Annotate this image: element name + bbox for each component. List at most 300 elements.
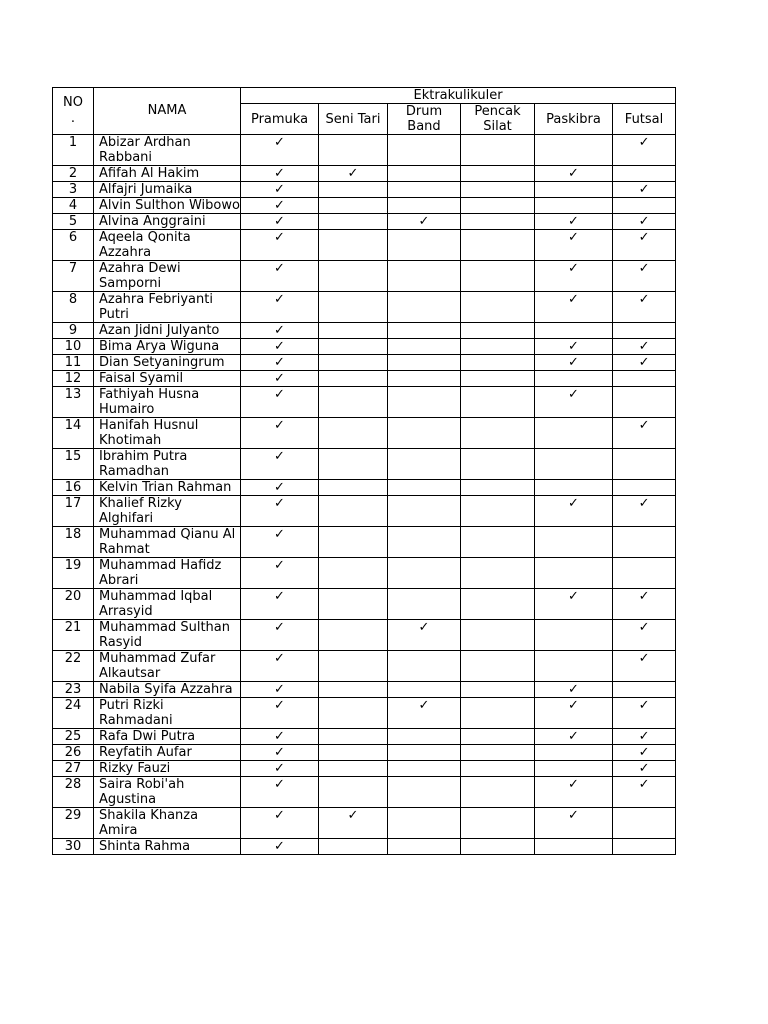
mark-cell-paskibra bbox=[535, 777, 613, 808]
mark-cell-futsal bbox=[613, 449, 676, 480]
mark-cell-drum-band bbox=[388, 777, 461, 808]
table-row bbox=[53, 808, 676, 839]
mark-cell-futsal bbox=[613, 729, 676, 745]
row-number: 6 bbox=[53, 230, 94, 261]
mark-cell-futsal bbox=[613, 261, 676, 292]
mark-cell-pramuka bbox=[241, 339, 319, 355]
check-icon: ✓ bbox=[274, 198, 285, 213]
row-number: 13 bbox=[53, 387, 94, 418]
mark-cell-paskibra bbox=[535, 651, 613, 682]
mark-cell-seni-tari bbox=[319, 729, 388, 745]
row-number: 25 bbox=[53, 729, 94, 745]
mark-cell-pramuka bbox=[241, 230, 319, 261]
mark-cell-seni-tari bbox=[319, 651, 388, 682]
check-icon: ✓ bbox=[418, 620, 430, 635]
student-name: Muhammad Qianu Al Rahmat bbox=[94, 527, 241, 558]
mark-cell-paskibra bbox=[535, 527, 613, 558]
check-icon: ✓ bbox=[638, 761, 650, 776]
check-icon: ✓ bbox=[347, 166, 359, 181]
header-ektrakulikuler: Ektrakulikuler bbox=[241, 88, 676, 104]
mark-cell-pramuka bbox=[241, 682, 319, 698]
check-icon: ✓ bbox=[274, 589, 285, 604]
row-number: 5 bbox=[53, 214, 94, 230]
table-row bbox=[53, 166, 676, 182]
mark-cell-drum-band bbox=[388, 135, 461, 166]
mark-cell-paskibra bbox=[535, 166, 613, 182]
mark-cell-pencak-silat bbox=[461, 261, 535, 292]
mark-cell-pencak-silat bbox=[461, 230, 535, 261]
mark-cell-pramuka bbox=[241, 729, 319, 745]
header-activity-futsal: Futsal bbox=[613, 104, 676, 135]
mark-cell-paskibra bbox=[535, 558, 613, 589]
mark-cell-drum-band bbox=[388, 620, 461, 651]
mark-cell-futsal bbox=[613, 339, 676, 355]
mark-cell-paskibra bbox=[535, 839, 613, 855]
mark-cell-pencak-silat bbox=[461, 135, 535, 166]
table-row bbox=[53, 387, 676, 418]
check-icon: ✓ bbox=[274, 496, 285, 511]
check-icon: ✓ bbox=[274, 355, 285, 370]
row-number: 7 bbox=[53, 261, 94, 292]
mark-cell-seni-tari bbox=[319, 761, 388, 777]
mark-cell-pramuka bbox=[241, 371, 319, 387]
check-icon: ✓ bbox=[568, 339, 579, 354]
mark-cell-futsal bbox=[613, 292, 676, 323]
mark-cell-pencak-silat bbox=[461, 182, 535, 198]
mark-cell-pencak-silat bbox=[461, 480, 535, 496]
mark-cell-seni-tari bbox=[319, 230, 388, 261]
mark-cell-drum-band bbox=[388, 261, 461, 292]
mark-cell-seni-tari bbox=[319, 745, 388, 761]
table-row bbox=[53, 839, 676, 855]
mark-cell-pencak-silat bbox=[461, 323, 535, 339]
mark-cell-drum-band bbox=[388, 558, 461, 589]
mark-cell-drum-band bbox=[388, 339, 461, 355]
mark-cell-drum-band bbox=[388, 230, 461, 261]
mark-cell-futsal bbox=[613, 745, 676, 761]
check-icon: ✓ bbox=[638, 620, 650, 635]
row-number: 23 bbox=[53, 682, 94, 698]
mark-cell-paskibra bbox=[535, 323, 613, 339]
header-no: NO . bbox=[53, 88, 94, 135]
mark-cell-pramuka bbox=[241, 761, 319, 777]
mark-cell-pramuka bbox=[241, 418, 319, 449]
check-icon: ✓ bbox=[638, 339, 650, 354]
row-number: 15 bbox=[53, 449, 94, 480]
mark-cell-pramuka bbox=[241, 292, 319, 323]
row-number: 19 bbox=[53, 558, 94, 589]
mark-cell-futsal bbox=[613, 418, 676, 449]
mark-cell-seni-tari bbox=[319, 182, 388, 198]
check-icon: ✓ bbox=[274, 261, 285, 276]
mark-cell-futsal bbox=[613, 527, 676, 558]
check-icon: ✓ bbox=[274, 166, 285, 181]
table-row bbox=[53, 698, 676, 729]
mark-cell-pencak-silat bbox=[461, 339, 535, 355]
mark-cell-pencak-silat bbox=[461, 355, 535, 371]
mark-cell-futsal bbox=[613, 230, 676, 261]
check-icon: ✓ bbox=[638, 261, 650, 276]
table-row bbox=[53, 761, 676, 777]
student-name: Azahra Dewi Samporni bbox=[94, 261, 241, 292]
table-row bbox=[53, 527, 676, 558]
mark-cell-drum-band bbox=[388, 698, 461, 729]
mark-cell-drum-band bbox=[388, 745, 461, 761]
mark-cell-futsal bbox=[613, 558, 676, 589]
table-row bbox=[53, 620, 676, 651]
table-row bbox=[53, 729, 676, 745]
row-number: 22 bbox=[53, 651, 94, 682]
check-icon: ✓ bbox=[568, 292, 579, 307]
header-activity-drum-band: Drum Band bbox=[388, 104, 461, 135]
check-icon: ✓ bbox=[274, 135, 285, 150]
student-name: Abizar Ardhan Rabbani bbox=[94, 135, 241, 166]
mark-cell-seni-tari bbox=[319, 261, 388, 292]
mark-cell-futsal bbox=[613, 166, 676, 182]
check-icon: ✓ bbox=[638, 214, 650, 229]
student-name: Muhammad Zufar Alkautsar bbox=[94, 651, 241, 682]
mark-cell-seni-tari bbox=[319, 527, 388, 558]
mark-cell-pencak-silat bbox=[461, 777, 535, 808]
mark-cell-drum-band bbox=[388, 371, 461, 387]
mark-cell-drum-band bbox=[388, 480, 461, 496]
mark-cell-pramuka bbox=[241, 261, 319, 292]
mark-cell-pencak-silat bbox=[461, 292, 535, 323]
mark-cell-drum-band bbox=[388, 496, 461, 527]
mark-cell-paskibra bbox=[535, 198, 613, 214]
check-icon: ✓ bbox=[638, 496, 650, 511]
row-number: 21 bbox=[53, 620, 94, 651]
mark-cell-pramuka bbox=[241, 496, 319, 527]
student-name: Alfajri Jumaika bbox=[94, 182, 241, 198]
mark-cell-futsal bbox=[613, 355, 676, 371]
check-icon: ✓ bbox=[638, 651, 650, 666]
mark-cell-futsal bbox=[613, 496, 676, 527]
mark-cell-pramuka bbox=[241, 558, 319, 589]
table-row bbox=[53, 292, 676, 323]
check-icon: ✓ bbox=[568, 589, 579, 604]
check-icon: ✓ bbox=[638, 698, 650, 713]
check-icon: ✓ bbox=[274, 418, 285, 433]
check-icon: ✓ bbox=[638, 135, 650, 150]
check-icon: ✓ bbox=[568, 166, 579, 181]
mark-cell-seni-tari bbox=[319, 682, 388, 698]
row-number: 20 bbox=[53, 589, 94, 620]
mark-cell-futsal bbox=[613, 620, 676, 651]
mark-cell-pencak-silat bbox=[461, 620, 535, 651]
table-row bbox=[53, 135, 676, 166]
check-icon: ✓ bbox=[274, 527, 285, 542]
table-row bbox=[53, 261, 676, 292]
mark-cell-drum-band bbox=[388, 589, 461, 620]
check-icon: ✓ bbox=[274, 777, 285, 792]
mark-cell-pencak-silat bbox=[461, 527, 535, 558]
mark-cell-drum-band bbox=[388, 292, 461, 323]
mark-cell-drum-band bbox=[388, 387, 461, 418]
mark-cell-pramuka bbox=[241, 182, 319, 198]
check-icon: ✓ bbox=[274, 214, 285, 229]
mark-cell-pramuka bbox=[241, 449, 319, 480]
table-row bbox=[53, 449, 676, 480]
mark-cell-seni-tari bbox=[319, 387, 388, 418]
table-row bbox=[53, 418, 676, 449]
mark-cell-pencak-silat bbox=[461, 808, 535, 839]
mark-cell-drum-band bbox=[388, 449, 461, 480]
check-icon: ✓ bbox=[418, 214, 430, 229]
row-number: 3 bbox=[53, 182, 94, 198]
table-row bbox=[53, 558, 676, 589]
student-name: Nabila Syifa Azzahra bbox=[94, 682, 241, 698]
student-name: Putri Rizki Rahmadani bbox=[94, 698, 241, 729]
check-icon: ✓ bbox=[274, 729, 285, 744]
mark-cell-seni-tari bbox=[319, 620, 388, 651]
mark-cell-pencak-silat bbox=[461, 698, 535, 729]
mark-cell-paskibra bbox=[535, 371, 613, 387]
mark-cell-seni-tari bbox=[319, 135, 388, 166]
row-number: 14 bbox=[53, 418, 94, 449]
mark-cell-futsal bbox=[613, 371, 676, 387]
row-number: 26 bbox=[53, 745, 94, 761]
mark-cell-pramuka bbox=[241, 777, 319, 808]
mark-cell-pencak-silat bbox=[461, 198, 535, 214]
mark-cell-paskibra bbox=[535, 449, 613, 480]
row-number: 29 bbox=[53, 808, 94, 839]
mark-cell-seni-tari bbox=[319, 166, 388, 182]
check-icon: ✓ bbox=[568, 777, 579, 792]
mark-cell-paskibra bbox=[535, 589, 613, 620]
student-name: Alvina Anggraini bbox=[94, 214, 241, 230]
mark-cell-pencak-silat bbox=[461, 418, 535, 449]
check-icon: ✓ bbox=[274, 808, 285, 823]
table-row bbox=[53, 371, 676, 387]
check-icon: ✓ bbox=[638, 589, 650, 604]
mark-cell-drum-band bbox=[388, 182, 461, 198]
mark-cell-drum-band bbox=[388, 418, 461, 449]
mark-cell-seni-tari bbox=[319, 480, 388, 496]
mark-cell-paskibra bbox=[535, 292, 613, 323]
mark-cell-paskibra bbox=[535, 135, 613, 166]
check-icon: ✓ bbox=[568, 230, 579, 245]
mark-cell-paskibra bbox=[535, 261, 613, 292]
row-number: 27 bbox=[53, 761, 94, 777]
row-number: 24 bbox=[53, 698, 94, 729]
table-row bbox=[53, 480, 676, 496]
mark-cell-paskibra bbox=[535, 418, 613, 449]
mark-cell-drum-band bbox=[388, 682, 461, 698]
mark-cell-seni-tari bbox=[319, 496, 388, 527]
student-name: Rizky Fauzi bbox=[94, 761, 241, 777]
row-number: 1 bbox=[53, 135, 94, 166]
mark-cell-seni-tari bbox=[319, 323, 388, 339]
student-name: Shinta Rahma bbox=[94, 839, 241, 855]
check-icon: ✓ bbox=[274, 558, 285, 573]
check-icon: ✓ bbox=[568, 808, 579, 823]
student-name: Dian Setyaningrum bbox=[94, 355, 241, 371]
check-icon: ✓ bbox=[638, 418, 650, 433]
check-icon: ✓ bbox=[274, 323, 285, 338]
mark-cell-pencak-silat bbox=[461, 729, 535, 745]
mark-cell-paskibra bbox=[535, 682, 613, 698]
mark-cell-pencak-silat bbox=[461, 496, 535, 527]
table-row bbox=[53, 198, 676, 214]
student-name: Fathiyah Husna Humairo bbox=[94, 387, 241, 418]
mark-cell-seni-tari bbox=[319, 777, 388, 808]
mark-cell-paskibra bbox=[535, 387, 613, 418]
student-name: Ibrahim Putra Ramadhan bbox=[94, 449, 241, 480]
mark-cell-seni-tari bbox=[319, 698, 388, 729]
mark-cell-pencak-silat bbox=[461, 558, 535, 589]
mark-cell-drum-band bbox=[388, 323, 461, 339]
row-number: 4 bbox=[53, 198, 94, 214]
mark-cell-pramuka bbox=[241, 620, 319, 651]
check-icon: ✓ bbox=[347, 808, 359, 823]
mark-cell-pencak-silat bbox=[461, 682, 535, 698]
mark-cell-seni-tari bbox=[319, 839, 388, 855]
mark-cell-pencak-silat bbox=[461, 214, 535, 230]
table-row bbox=[53, 182, 676, 198]
row-number: 28 bbox=[53, 777, 94, 808]
mark-cell-futsal bbox=[613, 198, 676, 214]
student-name: Kelvin Trian Rahman bbox=[94, 480, 241, 496]
mark-cell-paskibra bbox=[535, 214, 613, 230]
student-name: Hanifah Husnul Khotimah bbox=[94, 418, 241, 449]
row-number: 18 bbox=[53, 527, 94, 558]
mark-cell-pramuka bbox=[241, 839, 319, 855]
mark-cell-pramuka bbox=[241, 355, 319, 371]
mark-cell-drum-band bbox=[388, 651, 461, 682]
mark-cell-pramuka bbox=[241, 323, 319, 339]
mark-cell-futsal bbox=[613, 589, 676, 620]
table-row bbox=[53, 682, 676, 698]
check-icon: ✓ bbox=[568, 214, 579, 229]
header-activity-pencak-silat: Pencak Silat bbox=[461, 104, 535, 135]
check-icon: ✓ bbox=[274, 745, 285, 760]
mark-cell-futsal bbox=[613, 761, 676, 777]
check-icon: ✓ bbox=[274, 761, 285, 776]
mark-cell-drum-band bbox=[388, 527, 461, 558]
check-icon: ✓ bbox=[638, 292, 650, 307]
table-row bbox=[53, 589, 676, 620]
mark-cell-seni-tari bbox=[319, 292, 388, 323]
mark-cell-drum-band bbox=[388, 729, 461, 745]
student-name: Saira Robi'ah Agustina bbox=[94, 777, 241, 808]
mark-cell-pramuka bbox=[241, 387, 319, 418]
student-name: Aqeela Qonita Azzahra bbox=[94, 230, 241, 261]
mark-cell-paskibra bbox=[535, 230, 613, 261]
header-activity-pramuka: Pramuka bbox=[241, 104, 319, 135]
check-icon: ✓ bbox=[638, 729, 650, 744]
check-icon: ✓ bbox=[274, 182, 285, 197]
mark-cell-seni-tari bbox=[319, 449, 388, 480]
row-number: 30 bbox=[53, 839, 94, 855]
mark-cell-pramuka bbox=[241, 698, 319, 729]
student-name: Azan Jidni Julyanto bbox=[94, 323, 241, 339]
mark-cell-pencak-silat bbox=[461, 387, 535, 418]
check-icon: ✓ bbox=[274, 371, 285, 386]
mark-cell-pramuka bbox=[241, 808, 319, 839]
mark-cell-futsal bbox=[613, 387, 676, 418]
header-activity-paskibra: Paskibra bbox=[535, 104, 613, 135]
check-icon: ✓ bbox=[418, 698, 430, 713]
mark-cell-seni-tari bbox=[319, 589, 388, 620]
check-icon: ✓ bbox=[568, 496, 579, 511]
mark-cell-pramuka bbox=[241, 480, 319, 496]
mark-cell-futsal bbox=[613, 214, 676, 230]
mark-cell-seni-tari bbox=[319, 808, 388, 839]
mark-cell-pramuka bbox=[241, 135, 319, 166]
table-row bbox=[53, 651, 676, 682]
mark-cell-seni-tari bbox=[319, 339, 388, 355]
check-icon: ✓ bbox=[274, 682, 285, 697]
extracurricular-table bbox=[52, 87, 676, 855]
check-icon: ✓ bbox=[638, 230, 650, 245]
student-name: Faisal Syamil bbox=[94, 371, 241, 387]
student-name: Muhammad Iqbal Arrasyid bbox=[94, 589, 241, 620]
mark-cell-pencak-silat bbox=[461, 449, 535, 480]
student-name: Muhammad Sulthan Rasyid bbox=[94, 620, 241, 651]
mark-cell-pramuka bbox=[241, 651, 319, 682]
mark-cell-pencak-silat bbox=[461, 589, 535, 620]
student-name: Muhammad Hafidz Abrari bbox=[94, 558, 241, 589]
table-row bbox=[53, 745, 676, 761]
check-icon: ✓ bbox=[274, 651, 285, 666]
table-row bbox=[53, 496, 676, 527]
mark-cell-paskibra bbox=[535, 496, 613, 527]
table-row bbox=[53, 777, 676, 808]
mark-cell-pencak-silat bbox=[461, 166, 535, 182]
mark-cell-futsal bbox=[613, 839, 676, 855]
check-icon: ✓ bbox=[638, 745, 650, 760]
mark-cell-pramuka bbox=[241, 166, 319, 182]
mark-cell-seni-tari bbox=[319, 371, 388, 387]
student-name: Shakila Khanza Amira bbox=[94, 808, 241, 839]
mark-cell-pramuka bbox=[241, 214, 319, 230]
mark-cell-drum-band bbox=[388, 355, 461, 371]
row-number: 2 bbox=[53, 166, 94, 182]
check-icon: ✓ bbox=[638, 355, 650, 370]
row-number: 9 bbox=[53, 323, 94, 339]
row-number: 8 bbox=[53, 292, 94, 323]
mark-cell-futsal bbox=[613, 777, 676, 808]
mark-cell-paskibra bbox=[535, 480, 613, 496]
check-icon: ✓ bbox=[638, 777, 650, 792]
mark-cell-paskibra bbox=[535, 745, 613, 761]
student-name: Bima Arya Wiguna bbox=[94, 339, 241, 355]
mark-cell-paskibra bbox=[535, 620, 613, 651]
mark-cell-drum-band bbox=[388, 808, 461, 839]
check-icon: ✓ bbox=[274, 339, 285, 354]
mark-cell-pramuka bbox=[241, 745, 319, 761]
check-icon: ✓ bbox=[274, 387, 285, 402]
check-icon: ✓ bbox=[568, 261, 579, 276]
table-row bbox=[53, 323, 676, 339]
mark-cell-futsal bbox=[613, 682, 676, 698]
mark-cell-seni-tari bbox=[319, 355, 388, 371]
student-name: Afifah Al Hakim bbox=[94, 166, 241, 182]
mark-cell-pramuka bbox=[241, 589, 319, 620]
check-icon: ✓ bbox=[568, 729, 579, 744]
check-icon: ✓ bbox=[568, 698, 579, 713]
mark-cell-futsal bbox=[613, 323, 676, 339]
mark-cell-drum-band bbox=[388, 839, 461, 855]
mark-cell-seni-tari bbox=[319, 198, 388, 214]
row-number: 16 bbox=[53, 480, 94, 496]
mark-cell-pramuka bbox=[241, 527, 319, 558]
mark-cell-pencak-silat bbox=[461, 651, 535, 682]
mark-cell-futsal bbox=[613, 808, 676, 839]
row-number: 17 bbox=[53, 496, 94, 527]
mark-cell-seni-tari bbox=[319, 418, 388, 449]
